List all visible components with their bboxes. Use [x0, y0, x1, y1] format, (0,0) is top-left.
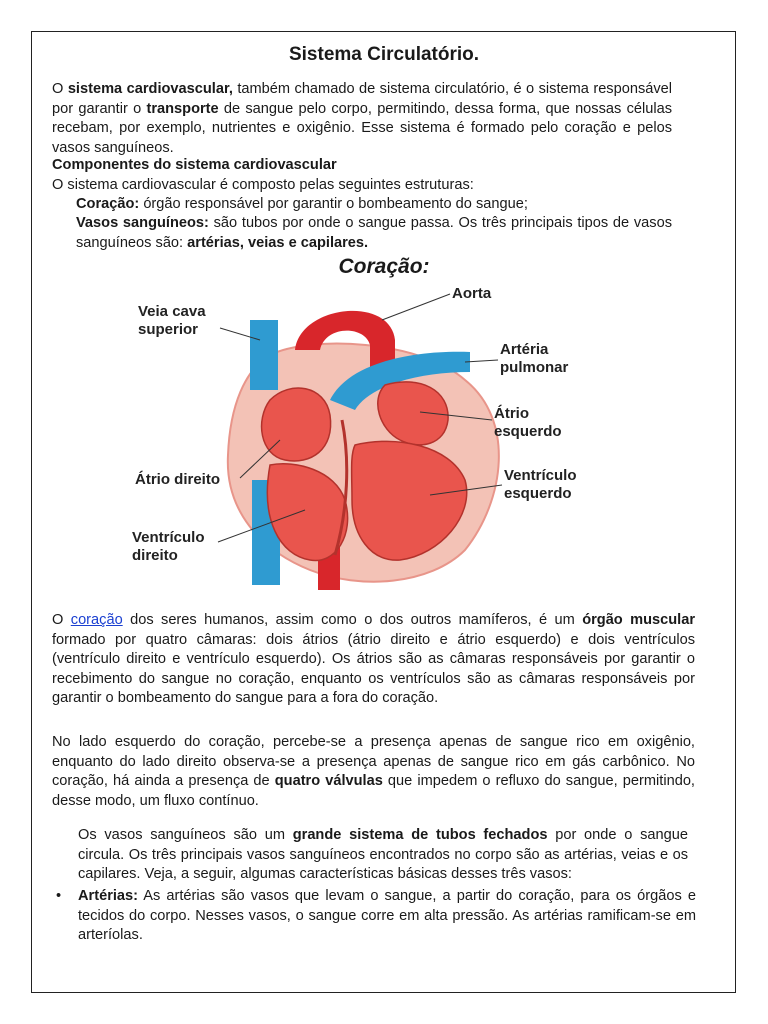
components-lead: O sistema cardiovascular é composto pelas seguintes estruturas: [52, 177, 474, 193]
right-atrium [262, 388, 331, 461]
figure-title: Coração: [338, 255, 430, 278]
bullet-text: Artérias: As artérias são vasos que levam o sangue, a partir do coração, para os órgãos e tecidos do corpo. Nesses vasos, o sangue corre em alta pressão. As artérias ramificam-se em arteríolas. [78, 888, 696, 943]
label-veia-cava-2: superior [138, 321, 199, 338]
heart-diagram [120, 280, 610, 600]
heart-definition: Coração: órgão responsável por garantir o bombeamento do sangue; [76, 196, 528, 212]
label-atrio-esq-2: esquerdo [494, 423, 562, 440]
paragraph-left-side: No lado esquerdo do coração, percebe-se a presença apenas de sangue rico em oxigênio, enquanto do lado direito observa-se a presença apenas de sangue rico em gás carbônico. No coração, há ainda a presença de quatro válvulas que impedem o refluxo do sangue, permitindo, desse modo, um fluxo contínuo. [52, 734, 695, 809]
superior-vena-cava [250, 320, 278, 390]
label-ventriculo-esq-1: Ventrículo [504, 467, 577, 484]
paragraph-vessels: Os vasos sanguíneos são um grande sistema de tubos fechados por onde o sangue circula. Os três principais vasos sanguíneos encontrados no corpo são as artérias, veias e os capilares. Veja, a seguir, algumas características básicas desses três vasos: [78, 827, 688, 882]
label-aorta: Aorta [452, 285, 492, 302]
label-ventriculo-dir-2: direito [132, 547, 178, 564]
vessels-definition: Vasos sanguíneos: são tubos por onde o sangue passa. Os três principais tipos de vasos sanguíneos são: artérias, veias e capilares. [76, 215, 673, 251]
bullet-icon: • [56, 888, 62, 904]
link-coracao[interactable]: coração [70, 612, 123, 628]
label-atrio-direito: Átrio direito [135, 471, 220, 488]
components-heading: Componentes do sistema cardiovascular [52, 157, 337, 173]
label-ventriculo-esq-2: esquerdo [504, 485, 572, 502]
label-arteria-2: pulmonar [500, 359, 569, 376]
intro-paragraph: O sistema cardiovascular, também chamado de sistema circulatório, é o sistema responsável por garantir o transporte de sangue pelo corpo, permitindo, dessa forma, que nossas células recebam, por exemplo, nutrientes e oxigênio. Esse sistema é formado pelo coração e pelos vasos sanguíneos. [52, 81, 673, 156]
paragraph-heart: O coração dos seres humanos, assim como o dos outros mamíferos, é um órgão muscular formado por quatro câmaras: dois átrios (átrio direito e átrio esquerdo) e dois ventrículos (ventrículo direito e ventrículo esquerdo). Os átrios são as câmaras responsáveis por garantir o recebimento do sangue no coração, enquanto os ventrículos são as câmaras responsáveis por garantir o bombeamento do sangue para a fora do coração. [52, 612, 696, 706]
page-title: Sistema Circulatório. [288, 44, 480, 65]
label-ventriculo-dir-1: Ventrículo [132, 529, 205, 546]
label-veia-cava-1: Veia cava [138, 303, 206, 320]
label-arteria-1: Artéria [500, 341, 549, 358]
label-atrio-esq-1: Átrio [494, 405, 529, 422]
